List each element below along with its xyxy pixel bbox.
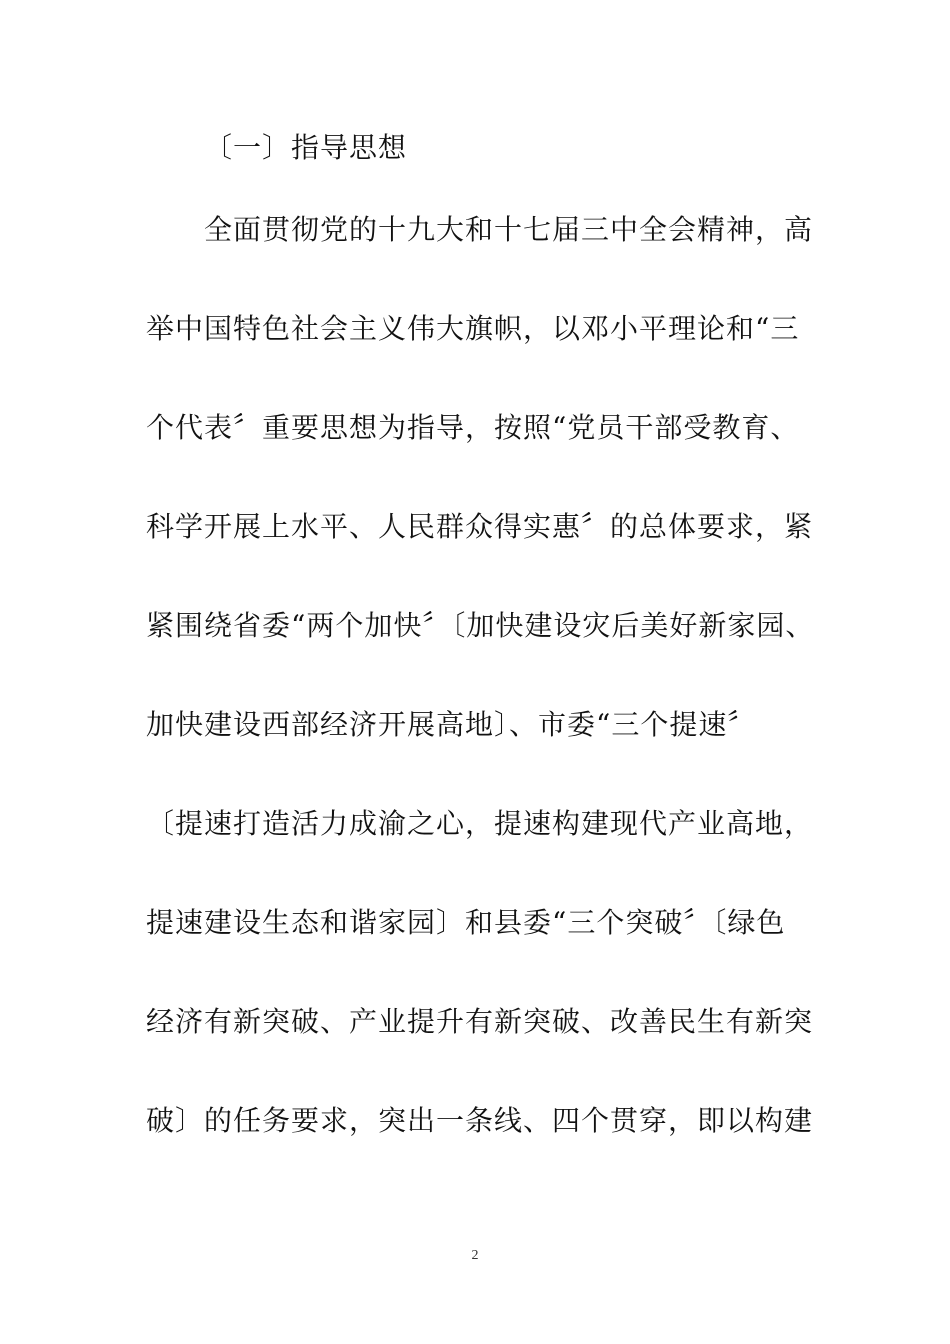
paragraph-line: 科学开展上水平、人民群众得实惠〞的总体要求，紧 <box>146 510 814 543</box>
paragraph-line: 加快建设西部经济开展高地〕、市委“三个提速〞 <box>146 708 757 741</box>
page-number: 2 <box>471 1248 479 1263</box>
paragraph-line: 紧围绕省委“两个加快〞〔加快建设灾后美好新家园、 <box>146 609 815 642</box>
paragraph-line: 举中国特色社会主义伟大旗帜，以邓小平理论和“三 <box>146 312 800 345</box>
paragraph-line: 全面贯彻党的十九大和十七届三中全会精神，高 <box>204 213 814 246</box>
paragraph-line: 提速建设生态和谐家园〕和县委“三个突破〞〔绿色 <box>146 906 786 939</box>
paragraph-line: 个代表〞重要思想为指导，按照“党员干部受教育、 <box>146 411 800 444</box>
paragraph-line: 〔提速打造活力成渝之心，提速构建现代产业高地， <box>146 807 814 840</box>
paragraph-line: 破〕的任务要求，突出一条线、四个贯穿，即以构建 <box>146 1104 814 1137</box>
section-heading: 〔一〕指导思想 <box>204 131 408 164</box>
paragraph-line: 经济有新突破、产业提升有新突破、改善民生有新突 <box>146 1005 814 1038</box>
